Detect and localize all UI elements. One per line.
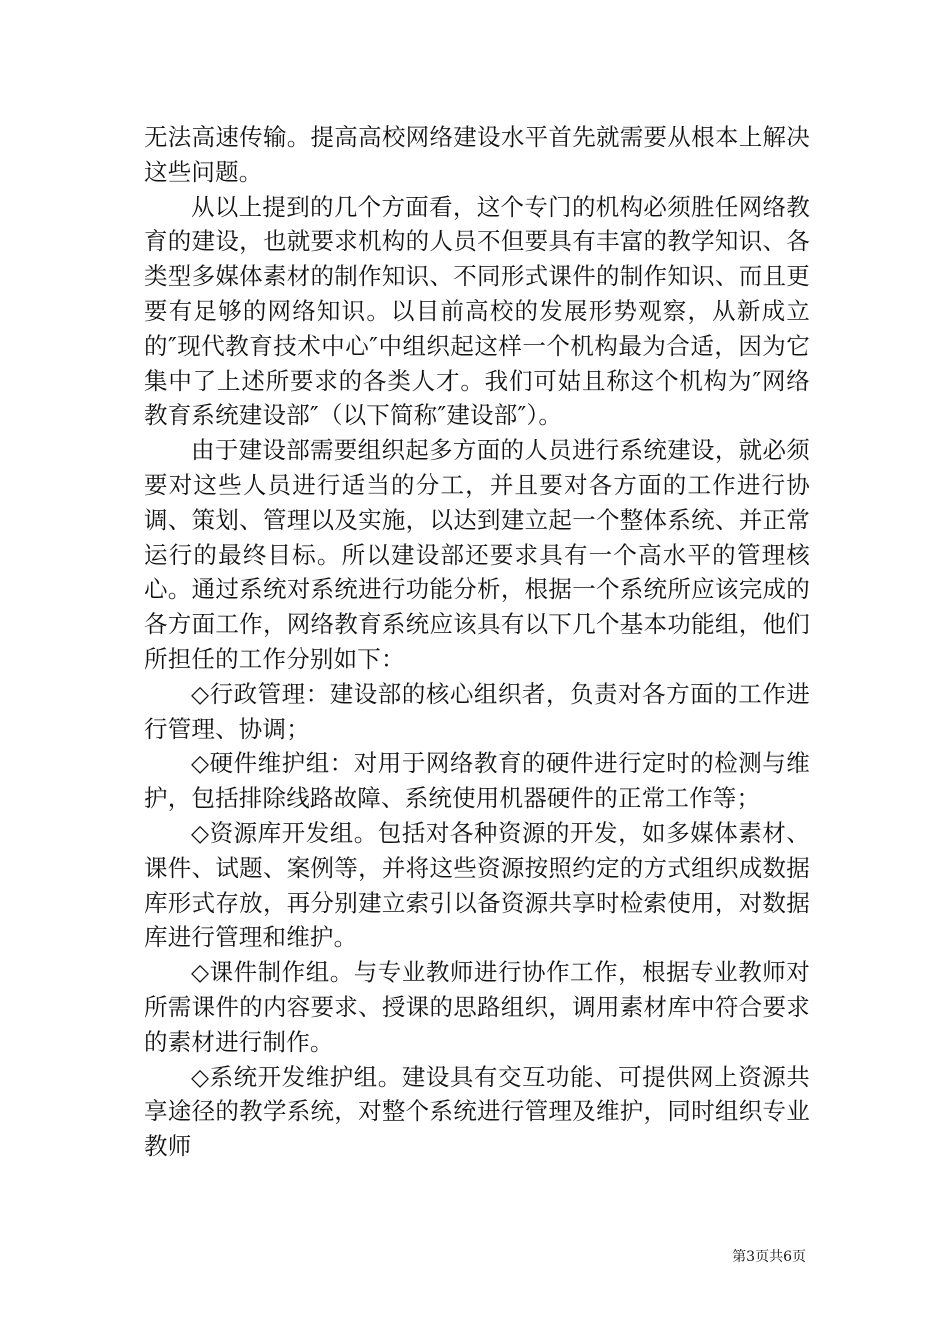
list-item-courseware: ◇课件制作组。与专业教师进行协作工作，根据专业教师对所需课件的内容要求、授课的思路组织，调用素材库中符合要求的素材进行制作。 [144, 958, 810, 1056]
paragraph-continuation: 无法高速传输。提高高校网络建设水平首先就需要从根本上解决这些问题。 [144, 123, 810, 186]
page-number-footer: 第3页共6页 [732, 1249, 806, 1265]
list-item-hardware-maintenance: ◇硬件维护组：对用于网络教育的硬件进行定时的检测与维护，包括排除线路故障、系统使用机器硬件的正常工作等； [144, 749, 810, 813]
paragraph-organization: 从以上提到的几个方面看，这个专门的机构必须胜任网络教育的建设，也就要求机构的人员不但要具有丰富的教学知识、各类型多媒体素材的制作知识、不同形式课件的制作知识、而且更要有足够的网络知识。以目前高校的发展形势观察，从新成立的″现代教育技术中心″中组织起这样一个机构最为合适，因为它集中了上述所要求的各类人才。我们可姑且称这个机构为″网络教育系统建设部″（以下简称″建设部″）。 [144, 192, 810, 430]
list-item-resource-library: ◇资源库开发组。包括对各种资源的开发，如多媒体素材、课件、试题、案例等，并将这些资源按照约定的方式组织成数据库形式存放，再分别建立索引以备资源共享时检索使用，对数据库进行管理和维护。 [144, 818, 810, 952]
list-item-administration: ◇行政管理：建设部的核心组织者，负责对各方面的工作进行管理、协调； [144, 679, 810, 743]
paragraph-division-of-work: 由于建设部需要组织起多方面的人员进行系统建设，就必须要对这些人员进行适当的分工，并且要对各方面的工作进行协调、策划、管理以及实施，以达到建立起一个整体系统、并正常运行的最终目标。所以建设部还要求具有一个高水平的管理核心。通过系统对系统进行功能分析，根据一个系统所应该完成的各方面工作，网络教育系统应该具有以下几个基本功能组，他们所担任的工作分别如下： [144, 436, 810, 673]
document-body [144, 120, 810, 1164]
list-item-system-development: ◇系统开发维护组。建设具有交互功能、可提供网上资源共享途径的教学系统，对整个系统进行管理及维护，同时组织专业教师 [144, 1062, 810, 1161]
